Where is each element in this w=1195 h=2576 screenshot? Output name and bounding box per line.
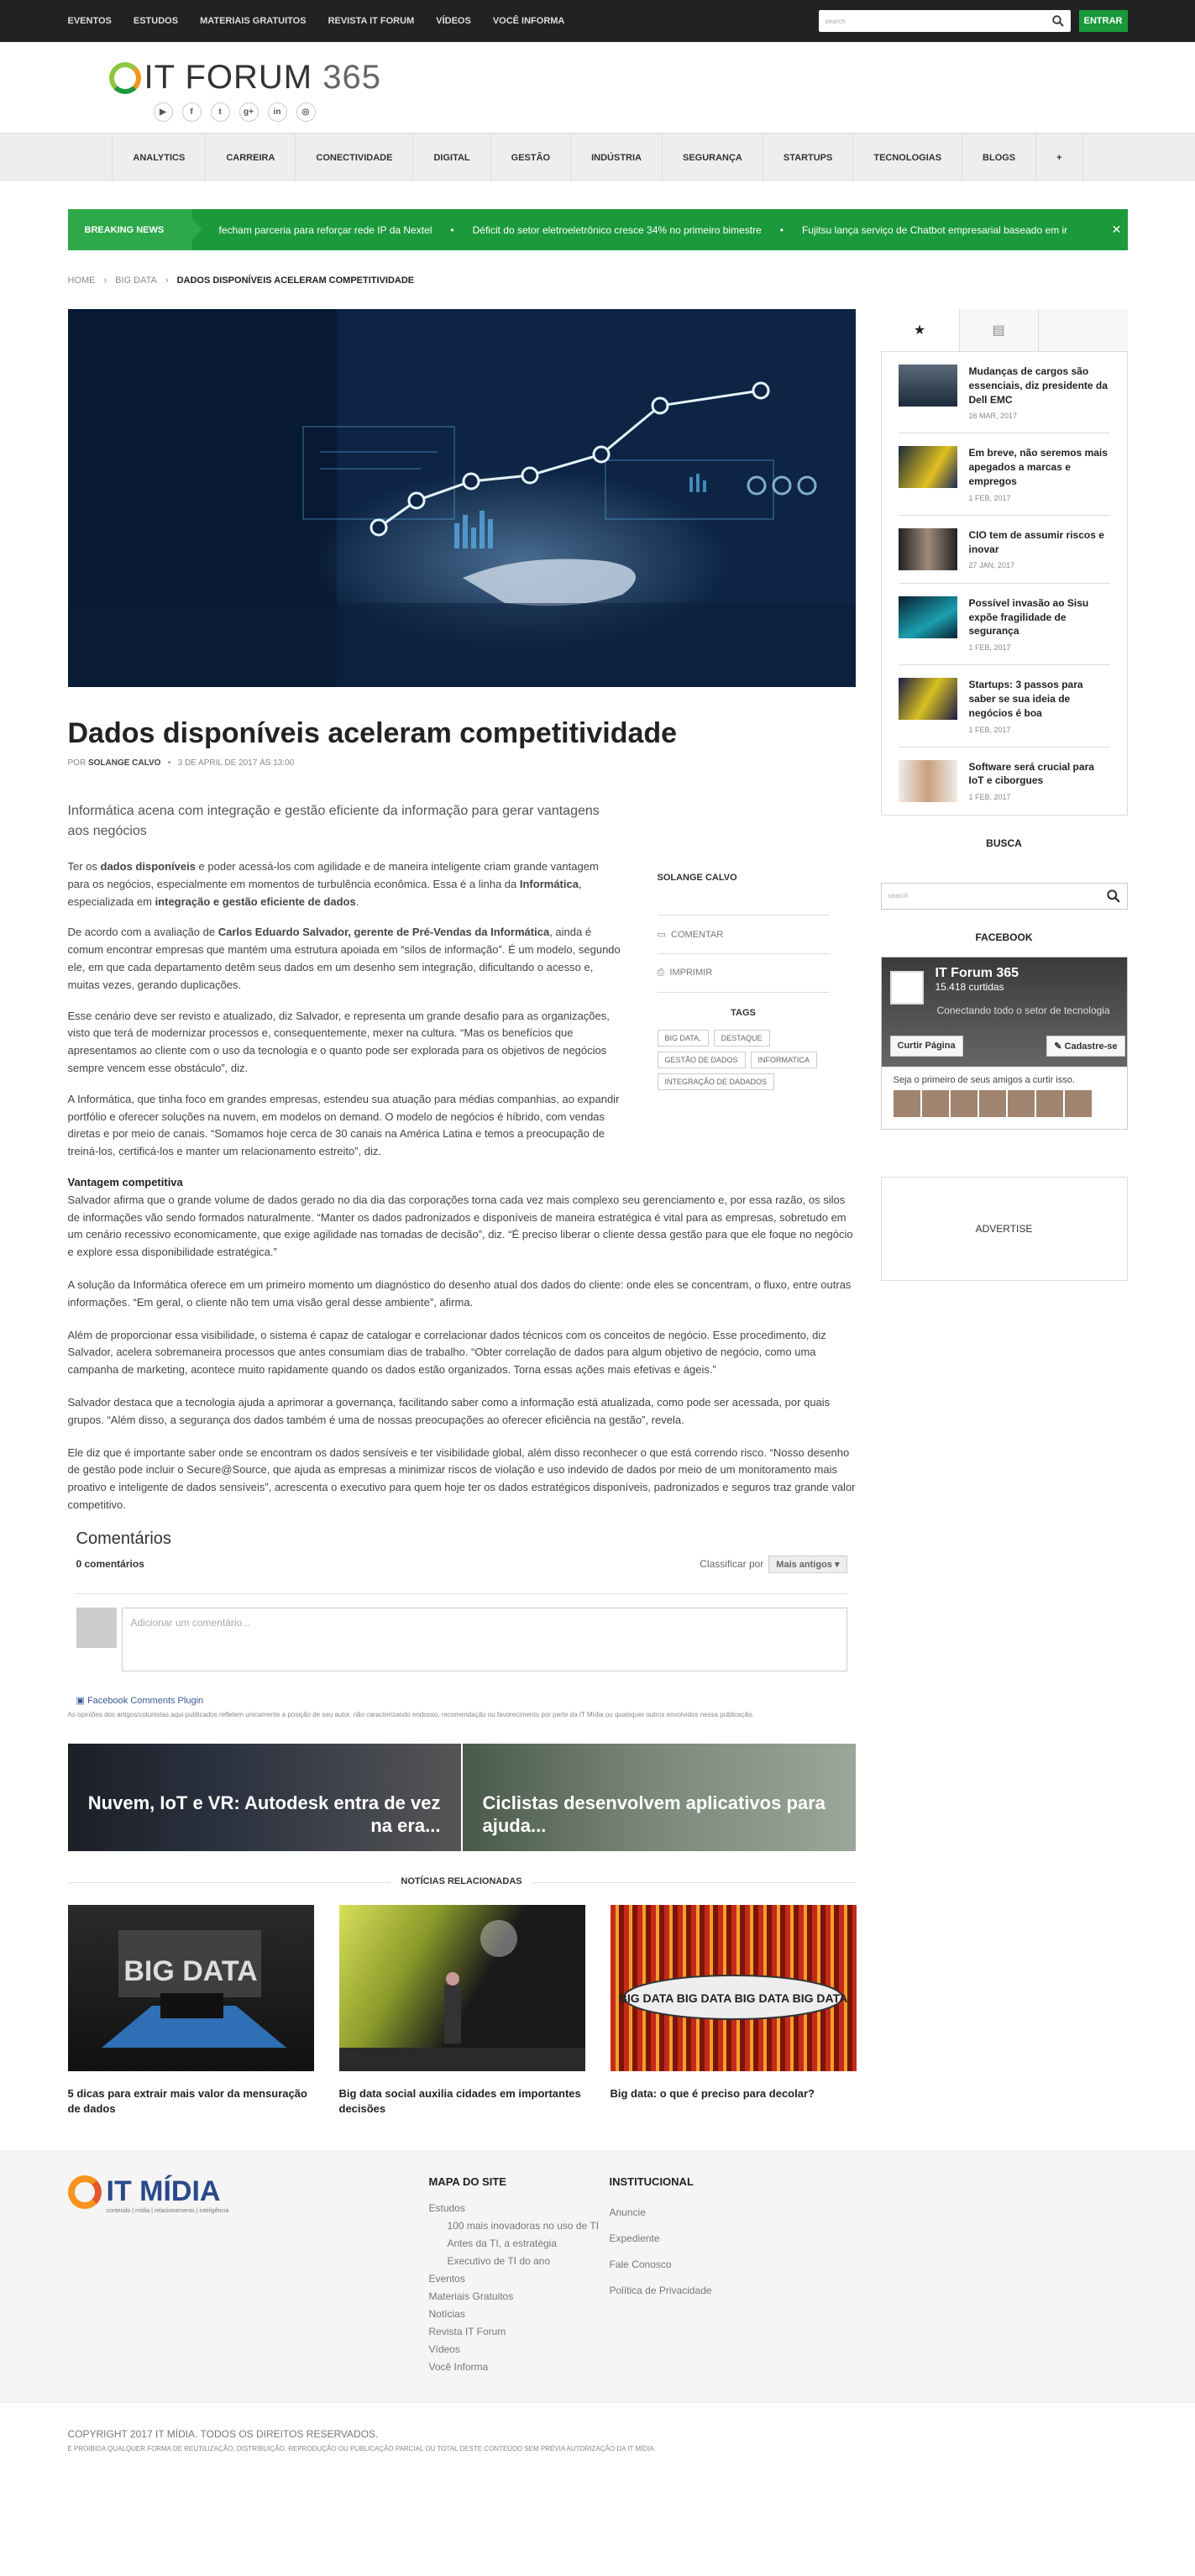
tag-list — [658, 1030, 830, 1090]
popular-thumb — [899, 365, 957, 407]
article-body — [68, 801, 622, 1192]
paragraph: A solução da Informática oferece em um primeiro momento um diagnóstico do desenho atual dos dados do cliente: onde eles se concentram, o fluxo, entre outras informações. “Em geral, o cliente não tem uma visão geral desse ambiente”, afirma. — [67, 1278, 852, 1309]
chevron-right-icon: › — [103, 275, 107, 286]
popular-item[interactable]: Possível invasão ao Sisu expõe fragilidade de segurança 1 FEB, 2017 — [899, 584, 1110, 665]
site-map-heading: MAPA DO SITE — [428, 2175, 506, 2189]
cat-analytics[interactable]: ANALYTICS — [112, 134, 206, 181]
avatar[interactable] — [1065, 1090, 1092, 1117]
site-map-link[interactable]: Vídeos — [428, 2343, 460, 2356]
publish-date: 3 DE APRIL DE 2017 ÀS 13:00 — [177, 758, 295, 768]
facebook-page-logo[interactable] — [890, 971, 924, 1005]
cat-gestao[interactable]: GESTÃO — [491, 134, 571, 181]
popular-thumb — [899, 596, 957, 638]
article-body-continued — [68, 1192, 856, 1514]
sidebar-tabs — [881, 309, 1128, 352]
youtube-icon[interactable]: ▶ — [154, 102, 173, 122]
site-map-link[interactable]: Revista IT Forum — [428, 2326, 506, 2338]
sidebar-search-input[interactable]: search — [881, 883, 1128, 910]
breadcrumb-section[interactable]: BIG DATA — [115, 275, 157, 286]
category-bar — [0, 133, 1195, 181]
google-plus-icon[interactable]: g+ — [239, 102, 259, 122]
print-icon: ⎙ — [657, 968, 670, 978]
promo-title: Ciclistas desenvolvem aplicativos para ajuda... — [482, 1792, 825, 1837]
tag[interactable]: INTEGRAÇÃO DE DADADOS — [658, 1073, 775, 1090]
tag[interactable]: INFORMATICA — [751, 1052, 817, 1068]
avatar[interactable] — [1036, 1090, 1063, 1117]
facebook-friend-faces — [882, 1090, 1127, 1117]
footer — [0, 2150, 1195, 2402]
related-item[interactable] — [339, 1905, 585, 2117]
cat-seguranca[interactable]: SEGURANÇA — [663, 134, 763, 181]
promo-tile[interactable] — [68, 1744, 461, 1851]
top-nav-materiais[interactable]: MATERIAIS GRATUITOS — [200, 16, 307, 26]
sort-select[interactable]: Mais antigos ▾ — [768, 1556, 846, 1573]
related-item[interactable] — [68, 1905, 314, 2117]
top-nav-voce-informa[interactable]: VOCÊ INFORMA — [492, 16, 565, 26]
paragraph: Além de proporcionar essa visibilidade, o sistema é capaz de catalogar e correlacionar dados técnicos com os conceitos de negócio. Esse procedimento, diz Salvador, acelera sobremaneira processos que antes consumiam dias de trabalho. “Obter correlação de dados para algum objetivo de negócio, como uma campanha de marketing, acontece muito rapidamente quando os dados estão organizados. Torna essas ações mais efetivas e ágeis.” — [67, 1328, 826, 1377]
chevron-right-icon: › — [165, 275, 169, 286]
site-map-link[interactable]: Eventos — [428, 2273, 465, 2285]
cat-digital[interactable]: DIGITAL — [413, 134, 490, 181]
comments-count: 0 comentários — [76, 1558, 144, 1571]
copyright-notice: É PROIBIDA QUALQUER FORMA DE REUTILIZAÇÃO, DISTRIBUIÇÃO, REPRODUÇÃO OU PUBLICAÇÃO PARCIAL OU TOTAL DESTE CONTEÚDO SEM PRÉVIA AUTORIZAÇÃO DA IT MÍDIA. — [67, 2445, 656, 2453]
breadcrumb-current: DADOS DISPONÍVEIS ACELERAM COMPETITIVIDADE — [176, 275, 415, 286]
advertise-box[interactable]: ADVERTISE — [881, 1177, 1128, 1281]
search-icon[interactable] — [1052, 15, 1064, 27]
article-aside — [658, 873, 830, 1192]
popular-thumb — [899, 528, 957, 570]
related-item[interactable] — [611, 1905, 857, 2117]
instagram-icon[interactable]: ◎ — [296, 102, 316, 122]
comment-icon: ▭ — [657, 930, 672, 940]
breadcrumb — [68, 275, 1128, 286]
institutional-link[interactable]: Expediente — [609, 2232, 660, 2245]
facebook-page-name[interactable]: IT Forum 365 — [935, 965, 1019, 980]
facebook-heading: FACEBOOK — [975, 931, 1033, 943]
linkedin-icon[interactable]: in — [268, 102, 287, 122]
social-links — [154, 102, 316, 122]
avatar[interactable] — [894, 1090, 920, 1117]
facebook-icon: ▣ — [76, 1695, 87, 1706]
sort-control: Classificar por Mais antigos ▾ — [700, 1556, 846, 1573]
cat-carreira[interactable]: CARREIRA — [206, 134, 296, 181]
cat-startups[interactable]: STARTUPS — [763, 134, 853, 181]
site-map-link[interactable]: Estudos — [428, 2202, 465, 2215]
promo-tiles — [68, 1744, 856, 1851]
site-map-link[interactable]: Notícias — [428, 2308, 465, 2321]
tag[interactable]: DESTAQUE — [714, 1030, 770, 1047]
site-map-link[interactable]: Antes da TI, a estratégia — [447, 2238, 558, 2250]
copyright: COPYRIGHT 2017 IT MÍDIA. TODOS OS DIREITOS RESERVADOS. — [67, 2428, 379, 2441]
site-map-link[interactable]: Executivo de TI do ano — [447, 2255, 551, 2268]
tag[interactable]: BIG DATA, — [658, 1030, 709, 1047]
popular-item[interactable]: Startups: 3 passos para saber se sua ideia de negócios é boa 1 FEB, 2017 — [899, 665, 1110, 747]
logo-ring-icon — [109, 62, 141, 94]
comments-heading: Comentários — [76, 1529, 171, 1548]
cat-tecnologias[interactable]: TECNOLOGIAS — [853, 134, 962, 181]
paragraph: Ter os dados disponíveis e poder acessá-los com agilidade e de maneira inteligente criam grande vantagem para os negócios, especialmente em momentos de turbulência econômica. Essa é a linha da Informática, especializada em integração e gestão eficiente de dados. — [67, 860, 599, 908]
site-map-link[interactable]: Materiais Gratuitos — [428, 2290, 514, 2303]
ticker-item[interactable]: fecham parceria para reforçar rede IP da Nextel — [218, 223, 432, 236]
avatar[interactable] — [951, 1090, 977, 1117]
popular-thumb — [899, 760, 957, 802]
site-logo[interactable] — [109, 59, 381, 97]
avatar[interactable] — [922, 1090, 949, 1117]
comment-input[interactable]: Adicionar um comentário... — [122, 1608, 847, 1671]
institutional-link[interactable]: Anuncie — [609, 2206, 646, 2219]
cat-industria[interactable]: INDÚSTRIA — [571, 134, 663, 181]
promo-tile[interactable] — [463, 1744, 856, 1851]
related-image — [611, 1905, 857, 2071]
byline: POR SOLANGE CALVO • 3 DE APRIL DE 2017 ÀS 13:00 — [67, 758, 295, 768]
breaking-news-bar — [68, 209, 1128, 250]
article-content — [68, 309, 856, 2117]
cat-conectividade[interactable]: CONECTIVIDADE — [296, 134, 413, 181]
avatar — [76, 1608, 117, 1648]
sidebar — [881, 309, 1128, 2117]
tags-heading: TAGS — [731, 1008, 756, 1018]
related-image — [68, 1905, 314, 2071]
institutional-links — [610, 2175, 790, 2376]
related-title: 5 dicas para extrair mais valor da mensuração de dados — [67, 2086, 307, 2115]
breaking-news-ticker — [192, 224, 1106, 236]
author-link[interactable]: SOLANGE CALVO — [87, 758, 161, 768]
facebook-text: Seja o primeiro de seus amigos a curtir isso. — [893, 1074, 1075, 1085]
top-nav — [68, 16, 565, 26]
top-search-input[interactable] — [819, 10, 1071, 32]
twitter-icon[interactable]: t — [211, 102, 230, 122]
facebook-like-button[interactable]: Curtir Página — [890, 1036, 963, 1057]
breadcrumb-home[interactable]: HOME — [67, 275, 96, 286]
top-search — [819, 10, 1128, 32]
comments-section — [68, 1529, 856, 1706]
paragraph: Esse cenário deve ser revisto e atualizado, diz Salvador, e representa um grande desafio para as organizações, visto que terá de modernizar processos e, consequentemente, mexer na cultura. “Mas os benefícios que apresentamos ao cliente com o uso da tecnologia e o quanto pode ser explorada para os objetivos de negócios sempre vencem esse obstáculo”, diz. — [67, 1009, 610, 1074]
disclaimer: As opiniões dos artigos/colunistas aqui publicados refletem unicamente a posição de seu autor, não caracterizando endosso, recomendação ou favorecimento por parte da IT Mídia ou quaisquer outros envolvidos nessa publicação. — [67, 1710, 754, 1718]
cat-more-button[interactable]: + — [1036, 134, 1082, 181]
top-nav-estudos[interactable]: ESTUDOS — [133, 16, 179, 26]
popular-list — [881, 352, 1128, 816]
top-search-placeholder: search — [825, 17, 846, 25]
data-graph-illustration — [68, 309, 856, 687]
paragraph: Salvador afirma que o grande volume de dados gerado no dia dia das corporações torna cada vez mais complexo seu gerenciamento e, por essa razão, os silos de informações vão sendo formados naturalmente. “Manter os dados padronizados e disponíveis de maneira estratégica é vital para as empresas, sobretudo em um cenário recessivo economicamente, que exige agilidade nas tomadas de decisão”, diz. “É preciso liberar o cliente dessa gestão para que ele foque no negócio e explore essa disponibilidade estratégica.” — [67, 1193, 853, 1259]
article-lead: Informática acena com integração e gestão eficiente da informação para gerar vantagens aos negócios — [67, 804, 600, 838]
facebook-likes: 15.418 curtidas — [935, 980, 1004, 993]
enter-button[interactable]: ENTRAR — [1079, 10, 1128, 32]
popular-item[interactable]: Em breve, não seremos mais apegados a marcas e empregos 1 FEB, 2017 — [899, 433, 1110, 515]
popular-item[interactable]: Software será crucial para IoT e ciborgues 1 FEB, 2017 — [899, 748, 1110, 815]
avatar[interactable] — [979, 1090, 1006, 1117]
footer-logo[interactable]: IT MÍDIA conteúdo | mídia | relacionamento | inteligência — [68, 2175, 429, 2376]
top-bar — [0, 0, 1195, 42]
facebook-comments-plugin-link[interactable]: ▣ Facebook Comments Plugin — [76, 1695, 204, 1706]
star-icon[interactable]: ★ — [881, 309, 960, 351]
ticker-item[interactable]: • Fujitsu lança serviço de Chatbot empresarial baseado em ir — [780, 224, 1067, 236]
paragraph: De acordo com a avaliação de Carlos Eduardo Salvador, gerente de Pré-Vendas da Informática, ainda é comum encontrar empresas que mantém uma estrutura apoiada em “silos de informação”. É um modelo, segundo ele, em que cada departamento detêm seus dados em um desenho sem integração, dificultando o acesso e, muitas vezes, gerando duplicações. — [67, 926, 621, 991]
related-image-text: BIG DATA BIG DATA BIG DATA BIG DATA — [618, 1991, 847, 2005]
hero-image — [68, 309, 856, 687]
comment-link[interactable]: ▭ COMENTAR — [658, 916, 830, 954]
logo-text: IT FORUM 365 — [144, 59, 381, 96]
document-icon[interactable]: ▤ — [960, 309, 1039, 351]
related-image-text: BIG DATA — [123, 1954, 258, 1987]
article-title: Dados disponíveis aceleram competitividade — [67, 717, 678, 749]
popular-thumb — [899, 446, 957, 488]
copyright-bar — [0, 2402, 1195, 2465]
paragraph: Ele diz que é importante saber onde se encontram os dados sensíveis e ter visibilidade global, além disso reconhecer o que está correndo risco. “Nosso desenho de gestão pode incluir o Secure@Source, que ajuda as empresas a minimizar riscos de violação e uso indevido de dados por meio de um monitoramento mais proativo e inteligente de dados sensíveis”, acrescenta o executivo para quem hoje ter os dados estratégicos disponíveis, padronizados e seguros traz grande valor competitivo. — [67, 1445, 856, 1511]
breaking-news-label: BREAKING NEWS — [68, 209, 192, 250]
facebook-widget — [881, 957, 1128, 1130]
ticker-item[interactable]: • Déficit do setor eletroeletrônico cresce 34% no primeiro bimestre — [450, 224, 761, 236]
institutional-heading: INSTITUCIONAL — [609, 2175, 694, 2189]
site-map-link[interactable]: 100 mais inovadoras no uso de TI — [447, 2220, 600, 2232]
paragraph: A Informática, que tinha foco em grandes empresas, estendeu sua atuação para médias companhias, ao expandir portfólio e oferecer soluções na nuvem, em modelos on demand. O modelo de negócios é híbrido, com vendas diretas e por meio de canais. “Somamos hoje cerca de 30 canais na América Latina e temos a preocupação de treiná-los, certificá-los e manter um relacionamento estreito”, diz. — [67, 1092, 620, 1158]
tag[interactable]: GESTÃO DE DADOS — [658, 1052, 746, 1068]
institutional-link[interactable]: Política de Privacidade — [609, 2285, 712, 2297]
promo-title: Nuvem, IoT e VR: Autodesk entra de vez na era... — [87, 1792, 441, 1837]
cat-blogs[interactable]: BLOGS — [962, 134, 1036, 181]
author-name: SOLANGE CALVO — [658, 873, 830, 916]
related-heading: NOTÍCIAS RELACIONADAS — [68, 1876, 856, 1886]
popular-item[interactable]: CIO tem de assumir riscos e inovar 27 JAN, 2017 — [899, 516, 1110, 584]
footer-logo-ring-icon — [68, 2175, 102, 2209]
related-image — [339, 1905, 585, 2071]
site-map-link[interactable]: Você Informa — [428, 2361, 489, 2374]
search-icon[interactable] — [1107, 889, 1120, 903]
site-map — [429, 2175, 610, 2376]
avatar[interactable] — [1008, 1090, 1035, 1117]
search-heading: BUSCA — [986, 837, 1022, 849]
site-header — [68, 42, 1128, 133]
facebook-signup-button[interactable]: ✎ Cadastre-se — [1046, 1036, 1124, 1057]
related-news — [68, 1905, 856, 2117]
popular-thumb — [899, 678, 957, 720]
top-nav-eventos[interactable]: EVENTOS — [67, 16, 112, 26]
facebook-icon[interactable]: f — [182, 102, 202, 122]
close-icon[interactable]: ✕ — [1111, 223, 1122, 236]
related-title: Big data social auxilia cidades em importantes decisões — [338, 2086, 581, 2115]
institutional-link[interactable]: Fale Conosco — [609, 2259, 672, 2271]
print-link[interactable]: ⎙ IMPRIMIR — [658, 954, 830, 993]
section-heading: Vantagem competitiva — [67, 1175, 183, 1188]
facebook-tagline: Conectando todo o setor de tecnologia — [936, 1004, 1110, 1016]
top-nav-revista[interactable]: REVISTA IT FORUM — [328, 16, 415, 26]
related-title: Big data: o que é preciso para decolar? — [610, 2086, 815, 2100]
top-nav-videos[interactable]: VÍDEOS — [436, 16, 471, 26]
paragraph: Salvador destaca que a tecnologia ajuda a aprimorar a governança, facilitando saber como a informação está atualizada, como pode ser acessada, por quais grupos. “Além disso, a segurança dos dados também é uma de nossas preocupações ao oferecer eficiência na gestão”, revela. — [67, 1395, 831, 1426]
popular-item[interactable]: Mudanças de cargos são essenciais, diz presidente da Dell EMC 16 MAR, 2017 — [899, 352, 1110, 433]
